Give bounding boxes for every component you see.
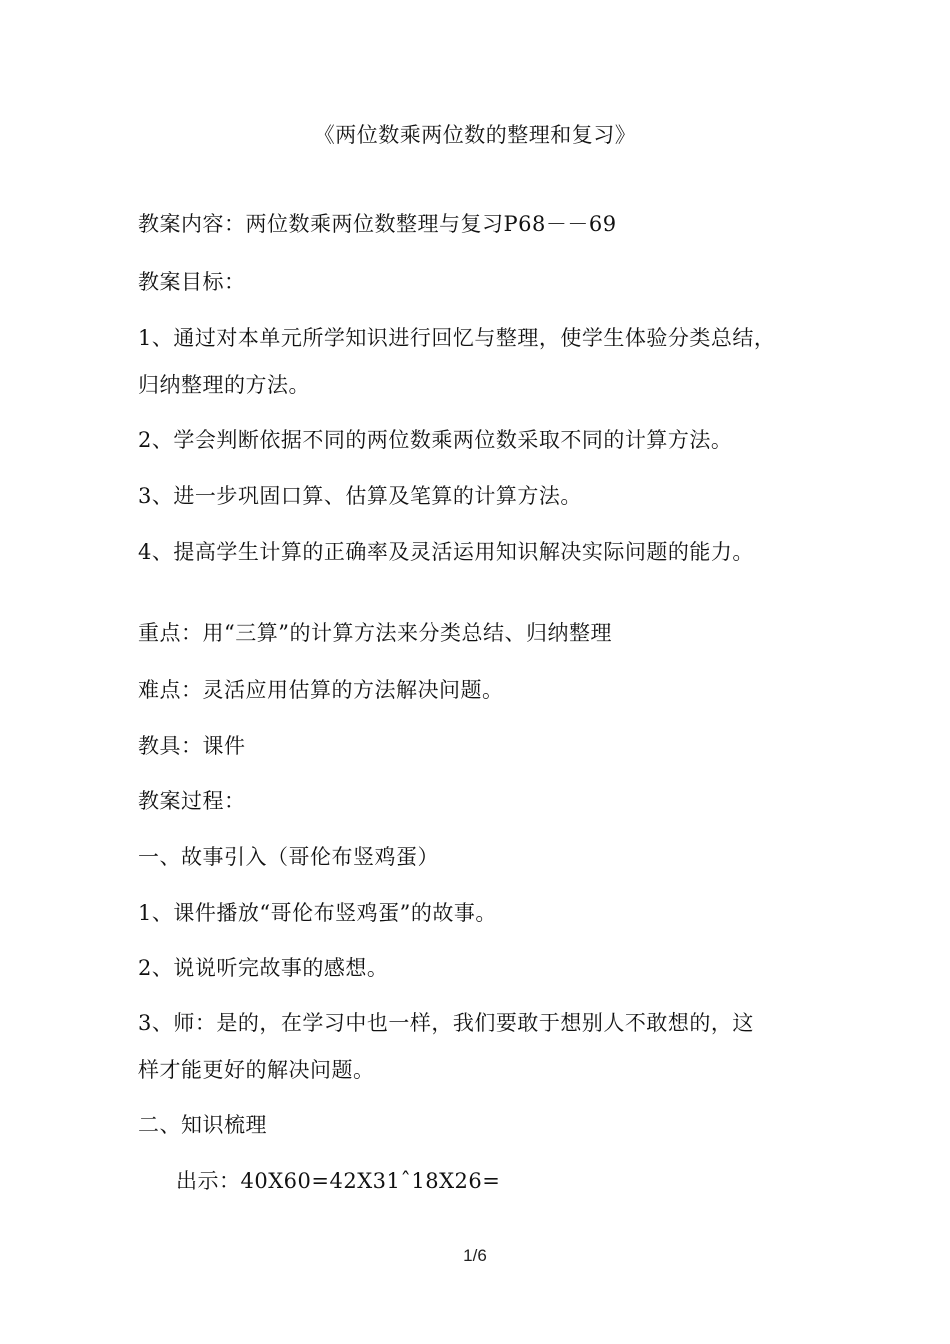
objective-1-line-1: 1、通过对本单元所学知识进行回忆与整理，使学生体验分类总结， bbox=[138, 326, 776, 350]
section-2-heading: 二、知识梳理 bbox=[138, 1113, 267, 1137]
section-1-item-1: 1、课件播放“哥伦布竖鸡蛋”的故事。 bbox=[138, 901, 497, 925]
section-1-item-2: 2、说说听完故事的感想。 bbox=[138, 956, 389, 980]
objective-2: 2、学会判断依据不同的两位数乘两位数采取不同的计算方法。 bbox=[138, 428, 733, 452]
key-point: 重点：用“三算”的计算方法来分类总结、归纳整理 bbox=[138, 621, 612, 645]
objective-3: 3、进一步巩固口算、估算及笔算的计算方法。 bbox=[138, 484, 582, 508]
objective-4: 4、提高学生计算的正确率及灵活运用知识解决实际问题的能力。 bbox=[138, 540, 754, 564]
section-1-heading: 一、故事引入（哥伦布竖鸡蛋） bbox=[138, 845, 439, 869]
objective-1-line-2: 归纳整理的方法。 bbox=[138, 373, 310, 397]
lesson-process-heading: 教案过程： bbox=[138, 789, 246, 813]
lesson-content: 教案内容：两位数乘两位数整理与复习P68－－69 bbox=[138, 212, 617, 236]
difficult-point: 难点：灵活应用估算的方法解决问题。 bbox=[138, 678, 504, 702]
lesson-objectives-heading: 教案目标： bbox=[138, 270, 246, 294]
page-number: 1/6 bbox=[463, 1246, 487, 1265]
teaching-aids: 教具：课件 bbox=[138, 734, 246, 758]
section-1-item-3-line-1: 3、师：是的，在学习中也一样，我们要敢于想别人不敢想的，这 bbox=[138, 1011, 754, 1035]
section-1-item-3-line-2: 样才能更好的解决问题。 bbox=[138, 1058, 375, 1082]
document-title: 《两位数乘两位数的整理和复习》 bbox=[313, 123, 637, 147]
section-2-exercise: 出示：40X60=42X31ˆ18X26= bbox=[176, 1169, 501, 1193]
